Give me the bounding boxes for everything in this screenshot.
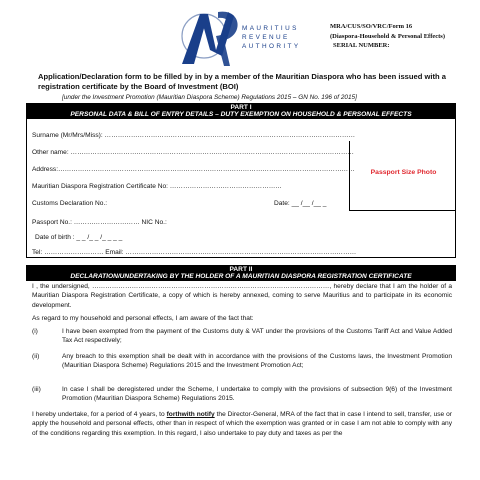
mra-logo-mark-icon [178, 6, 244, 70]
part2-subheading: DECLARATION/UNDERTAKING BY THE HOLDER OF A MAURITIAN DIASPORA REGISTRATION CERTIFICATE [70, 273, 412, 280]
form-code: MRA/CUS/SO/VRC/Form 16 [330, 23, 413, 30]
undertaking-paragraph [32, 410, 452, 438]
date-of-birth-field[interactable]: Date of birth : _ _ /_ _ /_ _ _ _ [35, 234, 123, 241]
logo-word-2: REVENUE [242, 34, 290, 41]
other-name-field[interactable]: Other name: ………………………………………………………………………………………………………………… [32, 149, 355, 156]
list-item-number: (ii) [32, 353, 40, 360]
declaration-paragraph: I , the undersigned, ………………………………………………………………………………………………, hereby declare that I am the holder of a Mauritian Diaspora Registration Certificate, a copy of which is hereby annexed, coming to serve Mauritius and to participate in its economic development. [32, 283, 452, 309]
list-item [32, 327, 452, 347]
forthwith-notify-text: forthwith notify [166, 411, 215, 418]
awareness-paragraph: As regard to my household and personal effects, I am aware of the fact that: [32, 315, 254, 322]
undertaking-text-b: the Director-General, MRA of the fact that in case I intend to sell, transfer, use or apply the household and personal effects, other than in respect of which the exemption was granted or in case I am not able to comply with any of the conditions regarding this exemption. In this regard, I also undertake to pay duty and taxes as per the [32, 411, 452, 437]
surname-field[interactable]: Surname (Mr/Mrs/Miss): …………………………………………………………………………………………………… [32, 132, 356, 139]
form-type: (Diaspora-Household & Personal Effects) [330, 32, 446, 40]
serial-number-label: SERIAL NUMBER: [333, 42, 390, 49]
mra-logo [178, 6, 301, 72]
part2-header [26, 265, 456, 281]
list-item-text: Any breach to this exemption shall be dealt with in accordance with the provisions of the Customs laws, the Investment Promotion (Mauritian Diaspora Scheme) Regulations 2015 and the Investment Promotion Act; [62, 353, 452, 370]
list-item-number: (i) [32, 328, 38, 335]
customs-declaration-field[interactable]: Customs Declaration No.: [32, 200, 108, 207]
list-item [32, 352, 452, 382]
passport-photo-box [349, 141, 456, 211]
list-item-number: (iii) [32, 386, 41, 393]
undertaking-text-a: I hereby undertake, for a period of 4 years, to [32, 411, 167, 418]
form-meta [330, 22, 445, 51]
tel-email-field[interactable]: Tel: ……………………… Email: …………………………………………………………………………………………… [32, 249, 357, 256]
mra-logo-text [242, 24, 301, 51]
list-item-text: I have been exempted from the payment of the Customs duty & VAT under the provisions of the Customs Tariff Act and Value Added Tax Act respectively; [62, 328, 452, 345]
declaration-date-field[interactable]: Date: __ /__ /__ _ [274, 200, 327, 207]
address-field[interactable]: Address:……………………………………………………………………………………………………………………… [32, 166, 355, 173]
form-title: Application/Declaration form to be filled by in by a member of the Mauritian Diaspora who has been issued with a registration certificate by the Board of Investment (BOI) [38, 72, 447, 91]
part1-heading: PART I [230, 103, 252, 111]
part2-heading: PART II [229, 265, 253, 273]
part1-subheading: PERSONAL DATA & BILL OF ENTRY DETAILS – DUTY EXEMPTION ON HOUSEHOLD & PERSONAL EFFECTS [70, 111, 412, 118]
logo-word-3: AUTHORITY [242, 43, 301, 50]
logo-word-1: MAURITIUS [242, 25, 299, 32]
list-item-text: In case I shall be deregistered under the Scheme, I undertake to comply with the provisions of subsection 9(6) of the Investment Promotion (Mauritian Diaspora Scheme) Regulations 2015. [62, 386, 452, 403]
part1-personal-data-box [26, 116, 456, 258]
registration-certificate-field[interactable]: Mauritian Diaspora Registration Certificate No: …………………………………………… [32, 183, 282, 190]
form-subtitle: [under the Investment Promotion (Mauritian Diaspora Scheme) Regulations 2015 – GN No. 196 of 2015] [62, 94, 357, 101]
list-item [32, 385, 452, 405]
passport-nic-field[interactable]: Passport No.: ………………………… NIC No.: [32, 219, 167, 226]
passport-photo-label: Passport Size Photo [370, 169, 437, 176]
